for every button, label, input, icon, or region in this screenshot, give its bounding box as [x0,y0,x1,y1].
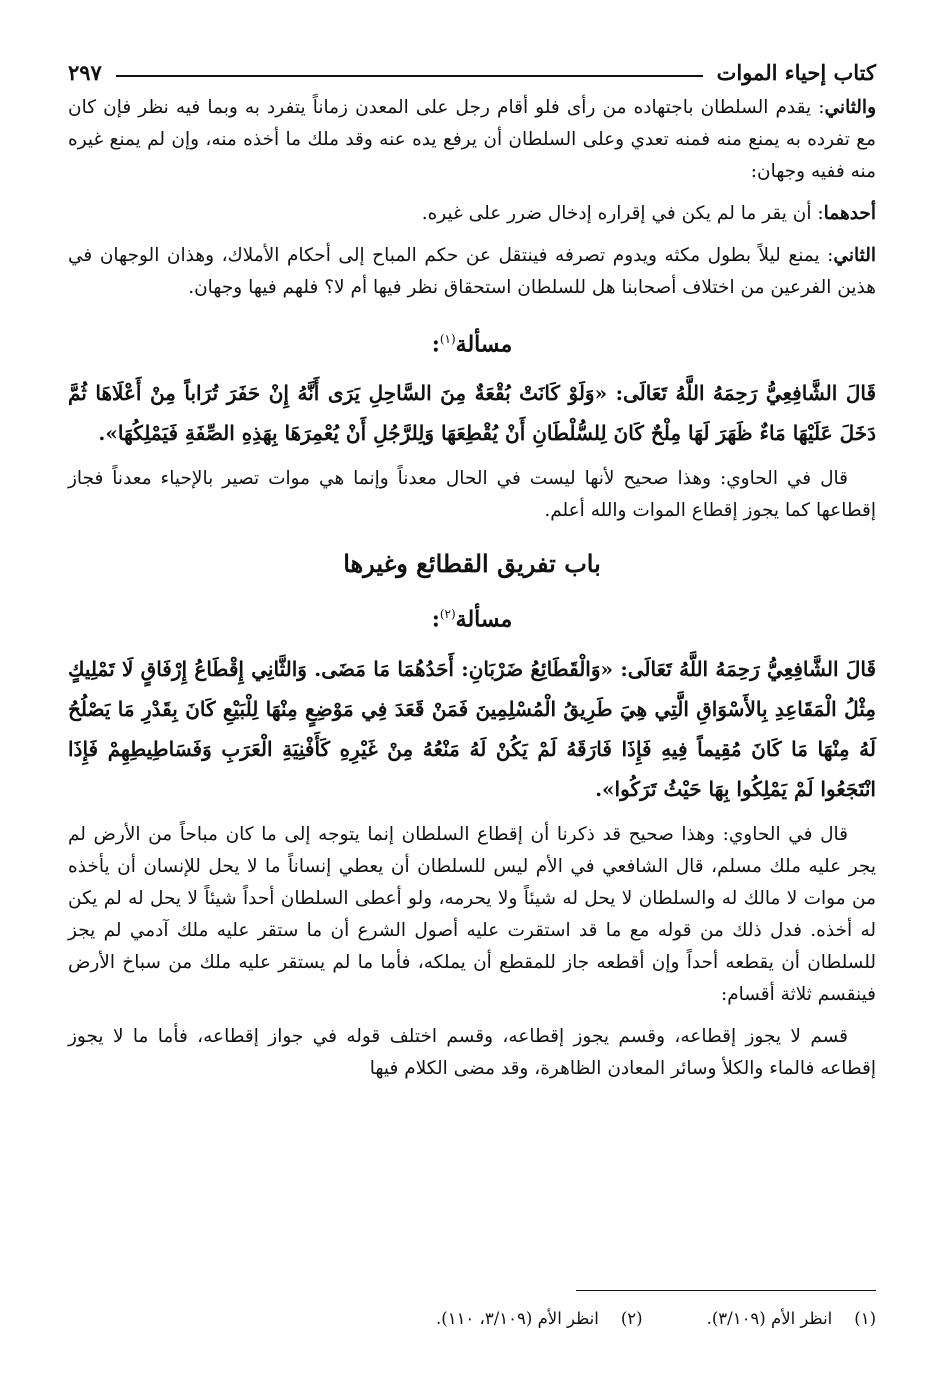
masala-colon: : [431,606,440,633]
header-rule [116,75,703,77]
book-page [68,52,876,1352]
footnote-rule [576,1290,876,1291]
paragraph-text: : يقدم السلطان باجتهاده من رأى فلو أقام رجل على المعدن زماناً يتفرد به وبما فيه نظر فإن كان مع تفرده به يمنع منه فمنه تعدي وعلى السلطان أن يرفع يده عنه وقد ملك ما أخذه منه، وإن لم يمنع غيره منه ففيه وجهان: [68,97,876,182]
hawi-commentary-1: قال في الحاوي: وهذا صحيح لأنها ليست في الحال معدناً وإنما هي موات تصير بالإحياء معدناً فجاز إقطاعها كما يجوز إقطاع الموات والله أعلم. [68,468,876,522]
footnote-2 [436,1307,643,1331]
masala-colon: : [431,331,440,358]
shafii-quote-2: قَالَ الشَّافِعِيُّ رَحِمَهُ اللَّهُ تَعَالَى: «وَالْقَطَائِعُ ضَرْبَانِ: أَحَدُهُمَا مَا مَضَى. وَالثَّانِي إِقْطَاعُ إِرْفَاقٍ لَا تَمْلِيكٍ مِثْلُ الْمَقَاعِدِ بِالأَسْوَاقِ الَّتِي هِيَ طَرِيقُ الْمُسْلِمِينَ فَمَنْ قَعَدَ فِي مَوْضِعٍ مِنْهَا لِلْبَيْعِ كَانَ بِقَدْرِ مَا يَصْلُحُ لَهُ مِنْهَا مَا كَانَ مُقِيماً فِيهِ فَإِذَا فَارَقَهُ لَمْ يَكُنْ لَهُ مَنْعُهُ مِنْ غَيْرِهِ كَأَفْنِيَةِ الْعَرَبِ وَفَسَاطِيطِهِمْ فَإِذَا انْتَجَعُوا لَمْ يَمْلِكُوا بِهَا حَيْثُ تَرَكُوا». [68,656,876,801]
paragraph-lead: الثاني [833,245,876,266]
footnote-text: انظر الأم (٣/١٠٩). [706,1309,833,1328]
chapter-heading: باب تفريق القطائع وغيرها [343,549,601,579]
footnotes [68,1290,876,1331]
footnote-text: انظر الأم (٣/١٠٩، ١١٠). [436,1309,599,1328]
footnote-ref-2: (٢) [439,607,456,622]
page-number: ٢٩٧ [68,59,102,85]
running-header [68,52,876,92]
paragraph-lead: والثاني [824,97,876,118]
footnote-1 [707,1307,876,1331]
paragraph-lead: أحدهما [823,203,876,224]
book-title: كتاب إحياء الموات [716,59,876,85]
masala-heading-1 [68,320,876,363]
paragraph-first-aspect [68,198,876,230]
footnote-ref-1: (١) [439,332,456,346]
paragraph-second-opinion [68,92,876,188]
hawi-commentary-2: قال في الحاوي: وهذا صحيح قد ذكرنا أن إقطاع السلطان إنما يتوجه إلى ما كان مباحاً من الأرض لم يجر عليه ملك مسلم، قال الشافعي في الأم ليس للسلطان أن يعطي إنساناً ما لا يحل للإنسان أن يأخذه من موات لا مالك له والسلطان لا يحل له شيئاً ولا يحرمه، ولو أعطى السلطان أحداً شيئاً لا يحل له لم يكن له أخذه. فدل ذلك من قوله مع ما قد استقرت عليه أصول الشرع أن ما ستقر عليه ملك آدمي لم يجز للسلطان أن يقطعه أحداً وإن أقطعه جاز للمقطع أن يملكه، فأما ما لم يستقر عليه ملك من سباخ الأرض فينقسم ثلاثة أقسام: [68,823,876,1005]
paragraph-second-aspect [68,240,876,304]
footnote-number: (١) [854,1309,876,1328]
footnote-number: (٢) [620,1309,643,1328]
masala-title: مسألة [455,331,513,358]
division-paragraph: قسم لا يجوز إقطاعه، وقسم يجوز إقطاعه، وقسم اختلف قوله في جواز إقطاعه، فأما ما لا يجوز إقطاعه فالماء والكلأ وسائر المعادن الظاهرة، وقد مضى الكلام فيها [68,1025,876,1079]
paragraph-text: : أن يقر ما لم يكن في إقراره إدخال ضرر على غيره. [421,203,824,224]
paragraph-text: : يمنع ليلاً بطول مكثه ويدوم تصرفه فينتقل عن حكم المباح إلى أحكام الأملاك، وهذان الوجهان في هذين الفرعين من اختلاف أصحابنا هل للسلطان استحقاق نظر فيها أم لا؟ فلهم فيها وجهان. [68,245,876,298]
shafii-quote-1: قَالَ الشَّافِعِيُّ رَحِمَهُ اللَّهُ تَعَالَى: «وَلَوْ كَانَتْ بُقْعَةٌ مِنَ السَّاحِلِ يَرَى أَنَّهُ إِنْ حَفَرَ تُرَاباً مِنْ أَعْلَاهَا ثُمَّ دَخَلَ عَلَيْهَا مَاءٌ ظَهَرَ لَهَا مِلْحٌ كَانَ لِلسُّلْطَانِ أَنْ يُقْطِعَهَا وَلِلرَّجُلِ أَنْ يُعْمِرَهَا بِهَذِهِ الصِّفَةِ فَيَمْلِكُهَا». [68,381,876,446]
masala-heading-2 [68,595,876,638]
masala-title: مسألة [455,606,513,633]
